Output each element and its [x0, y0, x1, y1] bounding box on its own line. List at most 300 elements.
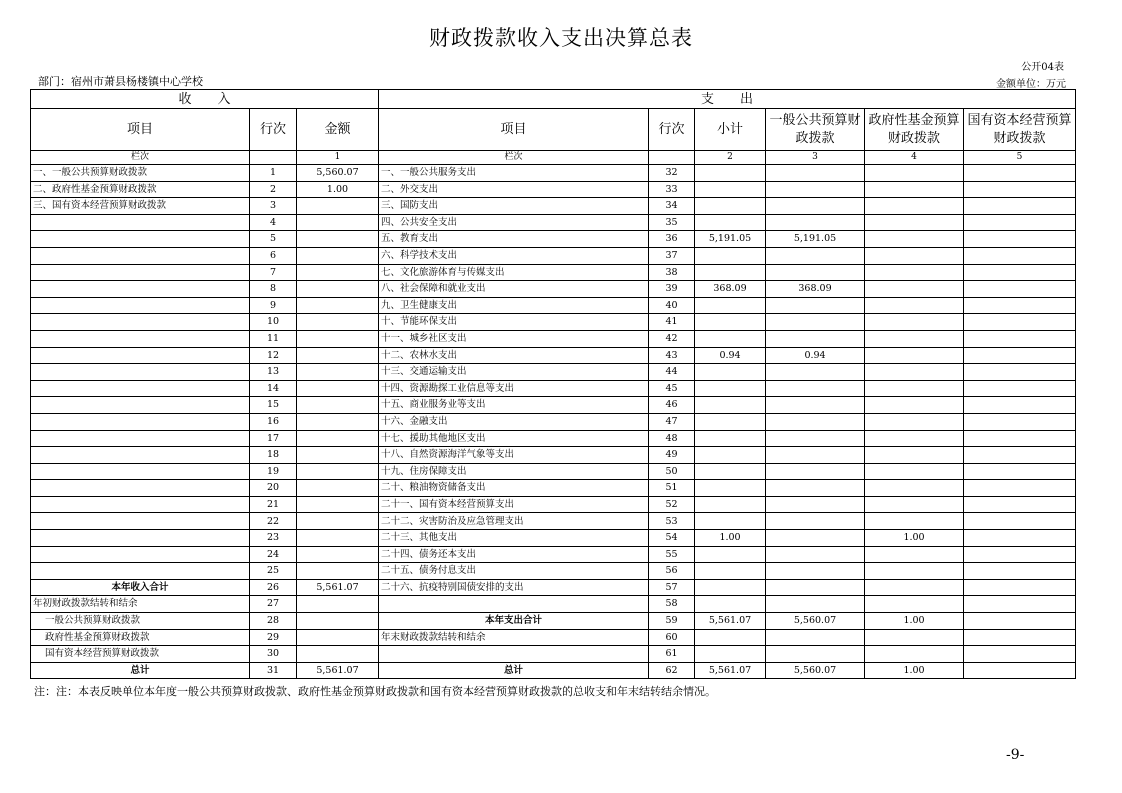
gov-fund-cell — [865, 413, 964, 430]
table-row — [31, 596, 1076, 613]
subtotal-cell: 5,561.07 — [695, 662, 766, 679]
expense-row-no-cell: 42 — [649, 330, 695, 347]
general-budget-cell — [766, 181, 865, 198]
income-amount-cell — [297, 646, 379, 663]
state-capital-cell — [964, 347, 1076, 364]
gov-fund-cell — [865, 380, 964, 397]
state-capital-cell — [964, 413, 1076, 430]
state-capital-cell — [964, 496, 1076, 513]
income-row-no-cell: 4 — [250, 214, 297, 231]
subtotal-cell — [695, 181, 766, 198]
expense-row-no-cell: 40 — [649, 297, 695, 314]
table-row — [31, 198, 1076, 215]
state-capital-cell — [964, 447, 1076, 464]
gov-fund-cell — [865, 579, 964, 596]
gov-fund-cell — [865, 563, 964, 580]
income-row-no-cell: 21 — [250, 496, 297, 513]
income-item-cell — [31, 264, 250, 281]
gov-fund-cell — [865, 397, 964, 414]
income-item-cell: 总计 — [31, 662, 250, 679]
income-row-no-cell: 16 — [250, 413, 297, 430]
expense-item-cell: 一、一般公共服务支出 — [379, 165, 649, 182]
general-budget-cell — [766, 314, 865, 331]
general-budget-cell — [766, 480, 865, 497]
expense-item-cell: 十七、援助其他地区支出 — [379, 430, 649, 447]
income-row-no-cell: 13 — [250, 364, 297, 381]
expense-item-cell: 八、社会保障和就业支出 — [379, 281, 649, 298]
table-row — [31, 380, 1076, 397]
expense-item-cell: 年末财政拨款结转和结余 — [379, 629, 649, 646]
income-item-cell: 一、一般公共预算财政拨款 — [31, 165, 250, 182]
general-budget-cell — [766, 563, 865, 580]
state-capital-cell — [964, 629, 1076, 646]
income-row-no-cell: 1 — [250, 165, 297, 182]
income-row-no-cell: 7 — [250, 264, 297, 281]
state-capital-header: 国有资本经营预算财政拨款 — [964, 109, 1076, 151]
state-capital-cell — [964, 596, 1076, 613]
expense-row-no-cell: 36 — [649, 231, 695, 248]
state-capital-cell — [964, 364, 1076, 381]
general-budget-cell — [766, 463, 865, 480]
expense-row-no-cell: 57 — [649, 579, 695, 596]
general-budget-cell — [766, 214, 865, 231]
gov-fund-cell — [865, 430, 964, 447]
income-item-cell — [31, 546, 250, 563]
income-amount-cell — [297, 380, 379, 397]
income-amount-cell — [297, 198, 379, 215]
general-budget-cell — [766, 247, 865, 264]
expense-item-cell: 十二、农林水支出 — [379, 347, 649, 364]
state-capital-cell — [964, 231, 1076, 248]
gov-fund-cell — [865, 264, 964, 281]
general-budget-cell: 5,191.05 — [766, 231, 865, 248]
expense-item-cell: 本年支出合计 — [379, 613, 649, 630]
expense-item-cell: 二十二、灾害防治及应急管理支出 — [379, 513, 649, 530]
col-label: 栏次 — [31, 151, 250, 165]
expense-row-no-cell: 52 — [649, 496, 695, 513]
table-row — [31, 264, 1076, 281]
gov-fund-cell: 1.00 — [865, 662, 964, 679]
table-row — [31, 629, 1076, 646]
gov-fund-cell — [865, 247, 964, 264]
col-index-4: 4 — [865, 151, 964, 165]
state-capital-cell — [964, 430, 1076, 447]
state-capital-cell — [964, 613, 1076, 630]
income-item-cell — [31, 330, 250, 347]
expense-item-cell — [379, 646, 649, 663]
expense-row-no-cell: 39 — [649, 281, 695, 298]
gov-fund-cell — [865, 281, 964, 298]
table-row — [31, 181, 1076, 198]
expense-row-no-cell: 53 — [649, 513, 695, 530]
income-item-cell — [31, 297, 250, 314]
income-amount-cell — [297, 330, 379, 347]
state-capital-cell — [964, 563, 1076, 580]
income-amount-cell — [297, 430, 379, 447]
income-row-no-cell: 12 — [250, 347, 297, 364]
subtotal-cell — [695, 264, 766, 281]
expense-item-cell: 二十四、债务还本支出 — [379, 546, 649, 563]
expense-item-cell — [379, 596, 649, 613]
income-row-no-cell: 3 — [250, 198, 297, 215]
general-budget-cell — [766, 596, 865, 613]
income-amount-cell — [297, 596, 379, 613]
subtotal-cell — [695, 629, 766, 646]
general-budget-cell — [766, 397, 865, 414]
income-row-no-cell: 11 — [250, 330, 297, 347]
income-row-no-cell: 26 — [250, 579, 297, 596]
general-budget-cell — [766, 447, 865, 464]
table-row — [31, 662, 1076, 679]
table-row — [31, 546, 1076, 563]
general-budget-cell — [766, 530, 865, 547]
income-row-no-cell: 20 — [250, 480, 297, 497]
expense-item-cell: 十九、住房保障支出 — [379, 463, 649, 480]
income-row-no-cell: 22 — [250, 513, 297, 530]
table-row — [31, 513, 1076, 530]
income-amount-cell: 5,561.07 — [297, 579, 379, 596]
expense-row-no-cell: 46 — [649, 397, 695, 414]
income-item-cell — [31, 563, 250, 580]
table-row — [31, 563, 1076, 580]
expense-row-no-cell: 35 — [649, 214, 695, 231]
state-capital-cell — [964, 181, 1076, 198]
subtotal-cell — [695, 579, 766, 596]
income-amount-cell — [297, 480, 379, 497]
gov-fund-cell — [865, 646, 964, 663]
expense-item-cell: 六、科学技术支出 — [379, 247, 649, 264]
income-amount-cell — [297, 347, 379, 364]
state-capital-cell — [964, 397, 1076, 414]
table-row — [31, 530, 1076, 547]
subtotal-cell — [695, 247, 766, 264]
table-row — [31, 297, 1076, 314]
income-row-no-cell: 8 — [250, 281, 297, 298]
column-header-row — [31, 109, 1076, 151]
expense-item-cell: 二十五、债务付息支出 — [379, 563, 649, 580]
income-item-cell — [31, 530, 250, 547]
general-budget-cell — [766, 198, 865, 215]
expense-item-cell: 九、卫生健康支出 — [379, 297, 649, 314]
income-row-no-cell: 27 — [250, 596, 297, 613]
state-capital-cell — [964, 264, 1076, 281]
income-row-no-cell: 9 — [250, 297, 297, 314]
income-item-cell — [31, 413, 250, 430]
income-amount-cell: 5,561.07 — [297, 662, 379, 679]
income-item-header: 项目 — [31, 109, 250, 151]
income-item-cell — [31, 513, 250, 530]
income-item-cell — [31, 496, 250, 513]
expense-row-no-cell: 32 — [649, 165, 695, 182]
state-capital-cell — [964, 198, 1076, 215]
subtotal-cell — [695, 513, 766, 530]
table-row — [31, 646, 1076, 663]
col-index-blank — [250, 151, 297, 165]
expense-row-no-cell: 41 — [649, 314, 695, 331]
subtotal-cell — [695, 330, 766, 347]
subtotal-cell: 1.00 — [695, 530, 766, 547]
gov-fund-cell — [865, 347, 964, 364]
expense-item-cell: 五、教育支出 — [379, 231, 649, 248]
expense-item-cell: 十四、资源勘探工业信息等支出 — [379, 380, 649, 397]
state-capital-cell — [964, 646, 1076, 663]
income-amount-cell — [297, 613, 379, 630]
subtotal-cell — [695, 546, 766, 563]
gov-fund-cell — [865, 629, 964, 646]
general-budget-cell — [766, 413, 865, 430]
subtotal-cell — [695, 198, 766, 215]
table-row — [31, 447, 1076, 464]
department-label: 部门：宿州市萧县杨楼镇中心学校 — [38, 75, 203, 88]
column-index-row — [31, 151, 1076, 165]
income-amount-cell — [297, 629, 379, 646]
expense-row-no-cell: 45 — [649, 380, 695, 397]
income-row-no-cell: 17 — [250, 430, 297, 447]
subtotal-cell — [695, 496, 766, 513]
table-row — [31, 613, 1076, 630]
gov-fund-cell — [865, 214, 964, 231]
income-item-cell — [31, 231, 250, 248]
expense-item-cell: 七、文化旅游体育与传媒支出 — [379, 264, 649, 281]
income-amount-cell — [297, 231, 379, 248]
page-number: -9- — [1006, 747, 1025, 763]
income-item-cell — [31, 430, 250, 447]
income-row-no-cell: 29 — [250, 629, 297, 646]
table-row — [31, 314, 1076, 331]
state-capital-cell — [964, 214, 1076, 231]
form-number: 公开04表 — [1021, 62, 1064, 73]
income-amount-header: 金额 — [297, 109, 379, 151]
expense-row-no-header: 行次 — [649, 109, 695, 151]
gov-fund-cell — [865, 314, 964, 331]
subtotal-header: 小计 — [695, 109, 766, 151]
subtotal-cell — [695, 214, 766, 231]
income-row-no-cell: 14 — [250, 380, 297, 397]
state-capital-cell — [964, 281, 1076, 298]
state-capital-cell — [964, 463, 1076, 480]
state-capital-cell — [964, 247, 1076, 264]
income-row-no-cell: 24 — [250, 546, 297, 563]
general-budget-cell — [766, 629, 865, 646]
state-capital-cell — [964, 314, 1076, 331]
general-budget-header: 一般公共预算财政拨款 — [766, 109, 865, 151]
income-row-no-cell: 10 — [250, 314, 297, 331]
general-budget-cell — [766, 380, 865, 397]
amount-unit-label: 金额单位：万元 — [996, 79, 1066, 90]
subtotal-cell — [695, 397, 766, 414]
expense-item-cell: 十六、金融支出 — [379, 413, 649, 430]
table-row — [31, 165, 1076, 182]
subtotal-cell — [695, 447, 766, 464]
table-row — [31, 463, 1076, 480]
expense-item-cell: 十、节能环保支出 — [379, 314, 649, 331]
subtotal-cell: 0.94 — [695, 347, 766, 364]
income-amount-cell — [297, 397, 379, 414]
income-item-cell: 国有资本经营预算财政拨款 — [31, 646, 250, 663]
expense-item-cell: 十三、交通运输支出 — [379, 364, 649, 381]
state-capital-cell — [964, 579, 1076, 596]
state-capital-cell — [964, 330, 1076, 347]
income-item-cell — [31, 314, 250, 331]
expense-item-cell: 二十一、国有资本经营预算支出 — [379, 496, 649, 513]
expense-item-cell: 二、外交支出 — [379, 181, 649, 198]
general-budget-cell — [766, 297, 865, 314]
table-row — [31, 214, 1076, 231]
expense-item-cell: 十一、城乡社区支出 — [379, 330, 649, 347]
table-row — [31, 413, 1076, 430]
table-row — [31, 347, 1076, 364]
income-amount-cell — [297, 530, 379, 547]
subtotal-cell — [695, 314, 766, 331]
gov-fund-cell — [865, 513, 964, 530]
income-row-no-cell: 31 — [250, 662, 297, 679]
general-budget-cell — [766, 430, 865, 447]
col-index-5: 5 — [964, 151, 1076, 165]
table-row — [31, 231, 1076, 248]
gov-fund-cell: 1.00 — [865, 530, 964, 547]
expense-section-header: 支 出 — [379, 90, 1076, 109]
state-capital-cell — [964, 480, 1076, 497]
gov-fund-cell — [865, 297, 964, 314]
expense-row-no-cell: 44 — [649, 364, 695, 381]
gov-fund-cell — [865, 596, 964, 613]
income-item-cell — [31, 397, 250, 414]
gov-fund-header: 政府性基金预算财政拨款 — [865, 109, 964, 151]
expense-row-no-cell: 34 — [649, 198, 695, 215]
income-item-cell: 三、国有资本经营预算财政拨款 — [31, 198, 250, 215]
subtotal-cell — [695, 430, 766, 447]
income-amount-cell — [297, 314, 379, 331]
budget-summary-table — [30, 89, 1076, 679]
gov-fund-cell — [865, 231, 964, 248]
expense-row-no-cell: 33 — [649, 181, 695, 198]
income-row-no-cell: 18 — [250, 447, 297, 464]
income-amount-cell — [297, 463, 379, 480]
income-item-cell: 年初财政拨款结转和结余 — [31, 596, 250, 613]
gov-fund-cell — [865, 463, 964, 480]
income-row-no-cell: 2 — [250, 181, 297, 198]
expense-row-no-cell: 59 — [649, 613, 695, 630]
expense-row-no-cell: 38 — [649, 264, 695, 281]
table-row — [31, 496, 1076, 513]
expense-item-header: 项目 — [379, 109, 649, 151]
income-row-no-cell: 5 — [250, 231, 297, 248]
income-row-no-cell: 28 — [250, 613, 297, 630]
income-item-cell — [31, 214, 250, 231]
state-capital-cell — [964, 513, 1076, 530]
income-amount-cell — [297, 364, 379, 381]
income-amount-cell — [297, 546, 379, 563]
general-budget-cell — [766, 579, 865, 596]
subtotal-cell — [695, 380, 766, 397]
expense-item-cell: 三、国防支出 — [379, 198, 649, 215]
table-row — [31, 579, 1076, 596]
income-item-cell — [31, 364, 250, 381]
general-budget-cell — [766, 165, 865, 182]
general-budget-cell — [766, 330, 865, 347]
income-amount-cell: 5,560.07 — [297, 165, 379, 182]
expense-row-no-cell: 50 — [649, 463, 695, 480]
income-amount-cell — [297, 264, 379, 281]
expense-row-no-cell: 58 — [649, 596, 695, 613]
state-capital-cell — [964, 530, 1076, 547]
table-note: 注：注：本表反映单位本年度一般公共预算财政拨款、政府性基金预算财政拨款和国有资本经营预算财政拨款的总收支和年末结转结余情况。 — [34, 685, 716, 698]
expense-row-no-cell: 54 — [649, 530, 695, 547]
subtotal-cell — [695, 596, 766, 613]
general-budget-cell — [766, 546, 865, 563]
subtotal-cell — [695, 297, 766, 314]
income-item-cell — [31, 247, 250, 264]
income-section-header: 收 入 — [31, 90, 379, 109]
subtotal-cell — [695, 463, 766, 480]
expense-row-no-cell: 60 — [649, 629, 695, 646]
income-amount-cell — [297, 281, 379, 298]
income-item-cell: 本年收入合计 — [31, 579, 250, 596]
general-budget-cell: 5,560.07 — [766, 613, 865, 630]
income-row-no-cell: 30 — [250, 646, 297, 663]
expense-row-no-cell: 51 — [649, 480, 695, 497]
income-item-cell — [31, 347, 250, 364]
income-amount-cell — [297, 247, 379, 264]
expense-row-no-cell: 55 — [649, 546, 695, 563]
general-budget-cell: 0.94 — [766, 347, 865, 364]
gov-fund-cell — [865, 330, 964, 347]
section-header-row — [31, 90, 1076, 109]
subtotal-cell — [695, 480, 766, 497]
expense-row-no-cell: 48 — [649, 430, 695, 447]
gov-fund-cell — [865, 496, 964, 513]
col-index-3: 3 — [766, 151, 865, 165]
col-index-blank — [649, 151, 695, 165]
table-row — [31, 430, 1076, 447]
income-row-no-cell: 15 — [250, 397, 297, 414]
income-amount-cell — [297, 297, 379, 314]
income-row-no-cell: 25 — [250, 563, 297, 580]
expense-item-cell: 十五、商业服务业等支出 — [379, 397, 649, 414]
subtotal-cell: 368.09 — [695, 281, 766, 298]
income-item-cell: 二、政府性基金预算财政拨款 — [31, 181, 250, 198]
state-capital-cell — [964, 546, 1076, 563]
table-row — [31, 247, 1076, 264]
income-item-cell — [31, 463, 250, 480]
general-budget-cell — [766, 264, 865, 281]
income-amount-cell: 1.00 — [297, 181, 379, 198]
expense-row-no-cell: 49 — [649, 447, 695, 464]
col-index-1: 1 — [297, 151, 379, 165]
income-row-no-cell: 23 — [250, 530, 297, 547]
general-budget-cell — [766, 364, 865, 381]
subtotal-cell: 5,191.05 — [695, 231, 766, 248]
general-budget-cell — [766, 646, 865, 663]
gov-fund-cell — [865, 165, 964, 182]
table-row — [31, 480, 1076, 497]
gov-fund-cell — [865, 480, 964, 497]
table-row — [31, 281, 1076, 298]
state-capital-cell — [964, 165, 1076, 182]
expense-item-cell: 十八、自然资源海洋气象等支出 — [379, 447, 649, 464]
expense-item-cell: 四、公共安全支出 — [379, 214, 649, 231]
expense-row-no-cell: 61 — [649, 646, 695, 663]
income-amount-cell — [297, 513, 379, 530]
col-index-2: 2 — [695, 151, 766, 165]
expense-row-no-cell: 62 — [649, 662, 695, 679]
expense-row-no-cell: 56 — [649, 563, 695, 580]
expense-item-cell: 总计 — [379, 662, 649, 679]
table-row — [31, 364, 1076, 381]
gov-fund-cell: 1.00 — [865, 613, 964, 630]
expense-row-no-cell: 37 — [649, 247, 695, 264]
income-amount-cell — [297, 447, 379, 464]
